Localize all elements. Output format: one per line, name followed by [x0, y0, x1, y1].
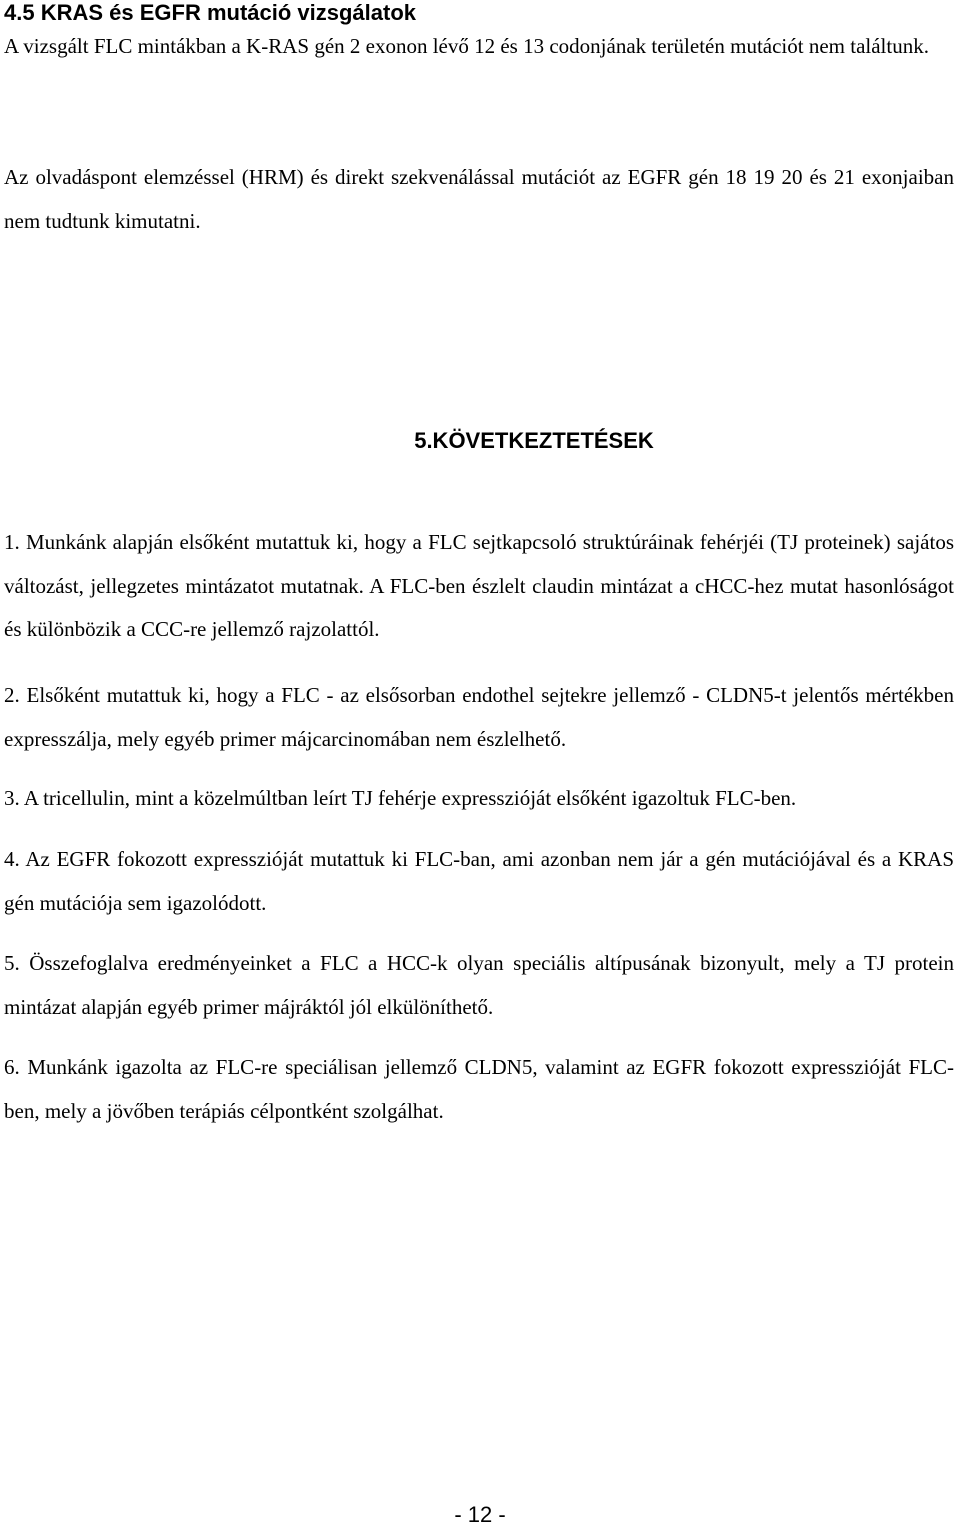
- page-number: - 12 -: [454, 1502, 506, 1527]
- conclusion-item-5: 5. Összefoglalva eredményeinket a FLC a HCC-k olyan speciális altípusának bizonyult, mely a TJ protein mintázat alapján egyéb primer májráktól jól elkülöníthető.: [4, 951, 954, 1019]
- chapter-heading: [0, 424, 960, 458]
- conclusion-item-1: 1. Munkánk alapján elsőként mutattuk ki, hogy a FLC sejtkapcsoló struktúráinak fehérjéi (TJ proteinek) sajátos változást, jellegzetes mintázatot mutatnak. A FLC-ben észlelt claudin mintázat a cHCC-hez mutat hasonlóságot és különbözik a CCC-re jellemző rajzolattól.: [4, 530, 954, 641]
- section-paragraph-1: A vizsgált FLC mintákban a K-RAS gén 2 exonon lévő 12 és 13 codonjának területén mutációt nem találtunk.: [4, 34, 929, 58]
- conclusion-item-6: 6. Munkánk igazolta az FLC-re speciálisan jellemző CLDN5, valamint az EGFR fokozott expresszióját FLC-ben, mely a jövőben terápiás célpontként szolgálhat.: [4, 1055, 954, 1123]
- conclusion-item-2: 2. Elsőként mutattuk ki, hogy a FLC - az elsősorban endothel sejtekre jellemző - CLDN5-t jelentős mértékben expresszálja, mely egyéb primer májcarcinomában nem észlelhető.: [4, 683, 954, 751]
- chapter-heading-text: 5.KÖVETKEZTETÉSEK: [414, 428, 654, 453]
- section-heading: 4.5 KRAS és EGFR mutáció vizsgálatok: [4, 0, 417, 25]
- section-paragraph-2: Az olvadáspont elemzéssel (HRM) és direkt szekvenálással mutációt az EGFR gén 18 19 20 és 21 exonjaiban nem tudtunk kimutatni.: [4, 165, 954, 233]
- conclusion-item-3: 3. A tricellulin, mint a közelmúltban leírt TJ fehérje expresszióját elsőként igazoltuk FLC-ben.: [4, 786, 797, 810]
- conclusion-item-4: 4. Az EGFR fokozott expresszióját mutattuk ki FLC-ban, ami azonban nem jár a gén mutációjával és a KRAS gén mutációja sem igazolódott.: [4, 847, 954, 915]
